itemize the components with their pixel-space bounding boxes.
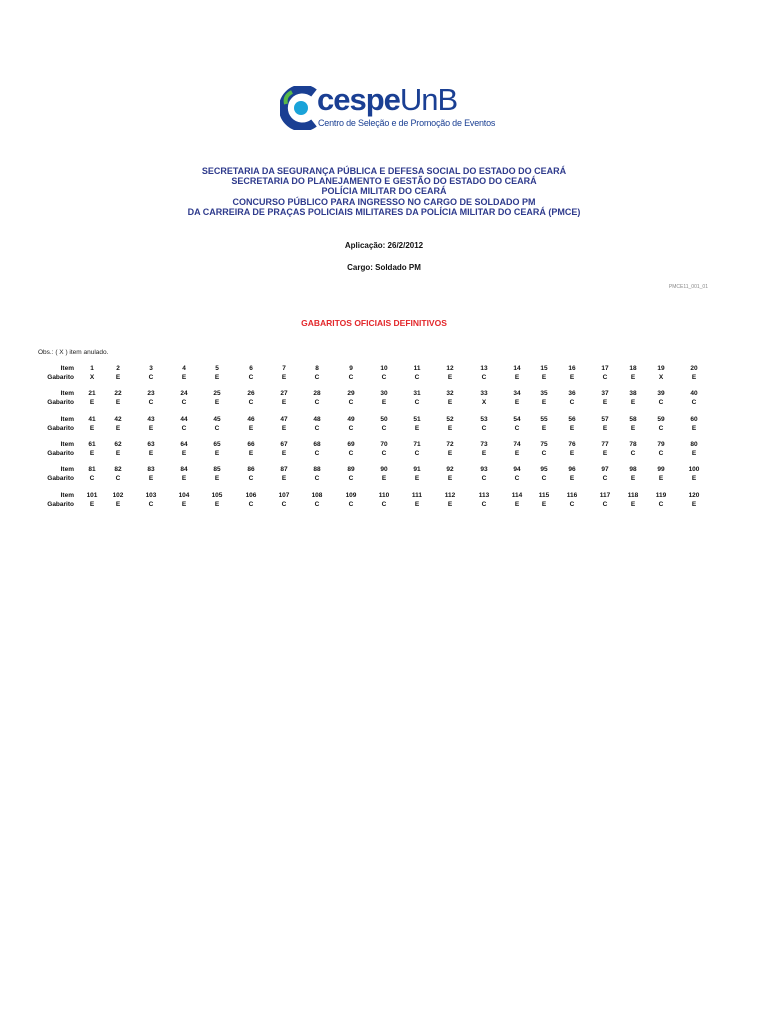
item-answer: C — [481, 501, 487, 508]
item-answer: E — [181, 475, 187, 482]
item-number: 13 — [480, 365, 488, 372]
item-number: 60 — [690, 416, 698, 423]
item-number: 37 — [601, 390, 609, 397]
item-number: 108 — [311, 492, 323, 499]
item-answer: E — [89, 450, 95, 457]
item-number: 8 — [315, 365, 319, 372]
item-number: 3 — [149, 365, 153, 372]
header-line-1: SECRETARIA DA SEGURANÇA PÚBLICA E DEFESA SOCIAL DO ESTADO DO CEARÁ — [201, 166, 567, 176]
item-answer: C — [381, 374, 387, 381]
item-answer: C — [181, 399, 187, 406]
item-answer: C — [348, 501, 354, 508]
item-answer: C — [214, 425, 220, 432]
item-number: 22 — [114, 390, 122, 397]
item-number: 59 — [657, 416, 665, 423]
item-number: 65 — [213, 441, 221, 448]
header-line-5: DA CARREIRA DE PRAÇAS POLICIAIS MILITARES DA POLÍCIA MILITAR DO CEARÁ (PMCE) — [187, 206, 581, 217]
item-number: 50 — [380, 416, 388, 423]
item-answer: E — [447, 374, 453, 381]
item-number: 48 — [313, 416, 321, 423]
item-number: 26 — [247, 390, 255, 397]
item-number: 73 — [480, 441, 488, 448]
item-answer: E — [148, 450, 154, 457]
cespe-logo-mark-icon — [280, 86, 320, 130]
item-number: 113 — [478, 492, 490, 499]
item-answer: C — [314, 475, 320, 482]
item-number: 68 — [313, 441, 321, 448]
item-answer: E — [447, 399, 453, 406]
item-answer: E — [630, 399, 636, 406]
item-answer: C — [381, 501, 387, 508]
item-number: 106 — [245, 492, 257, 499]
item-answer: X — [481, 399, 487, 406]
item-answer: E — [514, 399, 520, 406]
item-number: 115 — [538, 492, 550, 499]
item-number: 42 — [114, 416, 122, 423]
item-number: 44 — [180, 416, 188, 423]
item-number: 84 — [180, 466, 188, 473]
item-number: 63 — [147, 441, 155, 448]
item-answer: C — [314, 374, 320, 381]
item-answer: E — [630, 475, 636, 482]
item-answer: E — [630, 501, 636, 508]
item-answer: C — [181, 425, 187, 432]
item-answer: E — [541, 399, 547, 406]
item-answer: E — [281, 374, 287, 381]
item-number: 27 — [280, 390, 288, 397]
item-number: 11 — [413, 365, 421, 372]
cargo-label: Cargo: Soldado PM — [347, 263, 421, 272]
item-answer: E — [115, 374, 121, 381]
item-number: 29 — [347, 390, 355, 397]
item-answer: X — [658, 374, 664, 381]
item-number: 100 — [688, 466, 700, 473]
item-number: 96 — [568, 466, 576, 473]
item-answer: C — [348, 399, 354, 406]
item-number: 17 — [601, 365, 609, 372]
item-answer: C — [248, 374, 254, 381]
item-number: 54 — [513, 416, 521, 423]
item-answer: C — [691, 399, 697, 406]
item-number: 53 — [480, 416, 488, 423]
item-number: 79 — [657, 441, 665, 448]
item-answer: C — [115, 475, 121, 482]
item-number: 62 — [114, 441, 122, 448]
item-answer: E — [569, 374, 575, 381]
item-number: 87 — [280, 466, 288, 473]
item-number: 21 — [88, 390, 96, 397]
item-answer: E — [691, 425, 697, 432]
item-number: 55 — [540, 416, 548, 423]
item-answer: C — [414, 450, 420, 457]
header-line-4: CONCURSO PÚBLICO PARA INGRESSO NO CARGO DE SOLDADO PM — [232, 196, 536, 207]
document-code: PMCE11_001_01 — [668, 284, 708, 290]
item-answer: C — [348, 475, 354, 482]
item-number: 86 — [247, 466, 255, 473]
item-number: 12 — [446, 365, 454, 372]
item-answer: C — [658, 399, 664, 406]
item-number: 14 — [513, 365, 521, 372]
item-answer: E — [214, 450, 220, 457]
item-answer: C — [314, 399, 320, 406]
item-number: 47 — [280, 416, 288, 423]
item-answer: E — [569, 450, 575, 457]
item-number: 5 — [215, 365, 219, 372]
item-answer: C — [89, 475, 95, 482]
item-number: 32 — [446, 390, 454, 397]
item-number: 80 — [690, 441, 698, 448]
item-answer: C — [569, 501, 575, 508]
row-label-gabarito: Gabarito — [47, 399, 74, 406]
item-number: 82 — [114, 466, 122, 473]
item-number: 77 — [601, 441, 609, 448]
item-answer: E — [89, 501, 95, 508]
item-number: 71 — [413, 441, 421, 448]
item-number: 51 — [413, 416, 421, 423]
item-answer: C — [314, 450, 320, 457]
item-answer: E — [541, 501, 547, 508]
item-number: 117 — [599, 492, 611, 499]
row-label-item: Item — [60, 441, 74, 448]
item-answer: E — [541, 374, 547, 381]
row-label-gabarito: Gabarito — [47, 374, 74, 381]
item-number: 40 — [690, 390, 698, 397]
item-answer: E — [630, 425, 636, 432]
item-answer: E — [569, 425, 575, 432]
item-number: 24 — [180, 390, 188, 397]
item-answer: C — [381, 450, 387, 457]
item-answer: E — [602, 399, 608, 406]
item-answer: C — [658, 501, 664, 508]
item-answer: E — [214, 374, 220, 381]
logo-brand-cespe: cespe — [317, 82, 400, 117]
item-number: 109 — [345, 492, 357, 499]
item-answer: C — [248, 475, 254, 482]
item-number: 15 — [540, 365, 548, 372]
item-number: 31 — [413, 390, 421, 397]
item-number: 7 — [282, 365, 286, 372]
item-number: 89 — [347, 466, 355, 473]
item-answer: C — [481, 425, 487, 432]
item-number: 95 — [540, 466, 548, 473]
item-answer: X — [89, 374, 95, 381]
item-answer: C — [248, 501, 254, 508]
item-answer: C — [514, 475, 520, 482]
item-answer: E — [414, 425, 420, 432]
item-number: 81 — [88, 466, 96, 473]
row-label-item: Item — [60, 492, 74, 499]
item-answer: E — [691, 501, 697, 508]
item-number: 103 — [145, 492, 157, 499]
aplicacao-date: Aplicação: 26/2/2012 — [344, 241, 424, 250]
item-answer: E — [281, 450, 287, 457]
item-answer: E — [447, 501, 453, 508]
item-number: 45 — [213, 416, 221, 423]
row-label-item: Item — [60, 466, 74, 473]
item-answer: C — [348, 450, 354, 457]
item-answer: E — [541, 425, 547, 432]
item-number: 114 — [511, 492, 523, 499]
header-line-3: POLÍCIA MILITAR DO CEARÁ — [321, 186, 447, 197]
item-number: 90 — [380, 466, 388, 473]
item-answer: C — [414, 374, 420, 381]
item-answer: E — [514, 501, 520, 508]
item-number: 83 — [147, 466, 155, 473]
item-number: 23 — [147, 390, 155, 397]
item-answer: E — [514, 450, 520, 457]
item-number: 58 — [629, 416, 637, 423]
item-answer: E — [569, 475, 575, 482]
item-answer: C — [481, 374, 487, 381]
row-label-item: Item — [60, 416, 74, 423]
item-answer: E — [214, 399, 220, 406]
item-answer: C — [541, 475, 547, 482]
item-answer: C — [541, 450, 547, 457]
item-answer: C — [630, 450, 636, 457]
item-number: 75 — [540, 441, 548, 448]
item-answer: C — [348, 374, 354, 381]
item-answer: E — [281, 475, 287, 482]
item-number: 107 — [278, 492, 290, 499]
item-answer: E — [658, 475, 664, 482]
row-label-gabarito: Gabarito — [47, 501, 74, 508]
item-number: 33 — [480, 390, 488, 397]
item-number: 104 — [178, 492, 190, 499]
item-answer: E — [447, 475, 453, 482]
item-number: 4 — [182, 365, 186, 372]
item-number: 120 — [688, 492, 700, 499]
item-answer: C — [602, 475, 608, 482]
item-answer: C — [248, 399, 254, 406]
item-answer: E — [248, 450, 254, 457]
item-number: 30 — [380, 390, 388, 397]
item-answer: C — [514, 425, 520, 432]
item-number: 49 — [347, 416, 355, 423]
item-number: 78 — [629, 441, 637, 448]
item-number: 43 — [147, 416, 155, 423]
item-answer: E — [691, 374, 697, 381]
item-number: 105 — [211, 492, 223, 499]
item-answer: C — [148, 501, 154, 508]
header-line-2: SECRETARIA DO PLANEJAMENTO E GESTÃO DO ESTADO DO CEARÁ — [231, 176, 537, 187]
item-number: 116 — [566, 492, 578, 499]
item-number: 94 — [513, 466, 521, 473]
item-number: 111 — [411, 492, 423, 499]
logo-brand-unb: UnB — [399, 82, 458, 117]
item-answer: E — [630, 374, 636, 381]
item-answer: E — [89, 399, 95, 406]
item-answer: E — [214, 475, 220, 482]
item-answer: E — [89, 425, 95, 432]
item-number: 101 — [86, 492, 98, 499]
item-number: 41 — [88, 416, 96, 423]
item-number: 67 — [280, 441, 288, 448]
item-answer: E — [281, 425, 287, 432]
item-answer: E — [691, 450, 697, 457]
item-number: 99 — [657, 466, 665, 473]
item-answer: E — [181, 501, 187, 508]
item-answer: E — [181, 374, 187, 381]
item-number: 76 — [568, 441, 576, 448]
item-number: 93 — [480, 466, 488, 473]
item-answer: C — [602, 501, 608, 508]
item-number: 2 — [116, 365, 120, 372]
item-answer: E — [115, 450, 121, 457]
item-number: 110 — [378, 492, 390, 499]
item-answer: C — [569, 399, 575, 406]
item-answer: C — [414, 399, 420, 406]
item-answer: E — [281, 399, 287, 406]
item-answer: C — [602, 374, 608, 381]
row-label-item: Item — [60, 365, 74, 372]
item-answer: C — [148, 399, 154, 406]
page-title: GABARITOS OFICIAIS DEFINITIVOS — [301, 318, 447, 328]
row-label-gabarito: Gabarito — [47, 450, 74, 457]
item-answer: E — [115, 425, 121, 432]
item-number: 92 — [446, 466, 454, 473]
row-label-item: Item — [60, 390, 74, 397]
obs-note: Obs.: ( X ) item anulado. — [38, 349, 109, 356]
item-answer: E — [381, 475, 387, 482]
item-answer: E — [514, 374, 520, 381]
item-number: 74 — [513, 441, 521, 448]
item-number: 119 — [655, 492, 667, 499]
item-answer: E — [602, 425, 608, 432]
item-number: 69 — [347, 441, 355, 448]
item-number: 72 — [446, 441, 454, 448]
item-number: 9 — [349, 365, 353, 372]
item-number: 118 — [627, 492, 639, 499]
item-number: 35 — [540, 390, 548, 397]
item-number: 88 — [313, 466, 321, 473]
item-number: 97 — [601, 466, 609, 473]
item-answer: E — [414, 501, 420, 508]
item-answer: C — [381, 425, 387, 432]
item-number: 61 — [88, 441, 96, 448]
item-answer: E — [248, 425, 254, 432]
item-answer: C — [658, 450, 664, 457]
item-number: 34 — [513, 390, 521, 397]
item-number: 91 — [413, 466, 421, 473]
item-answer: E — [148, 475, 154, 482]
item-answer: E — [148, 425, 154, 432]
item-number: 28 — [313, 390, 321, 397]
item-answer: E — [447, 425, 453, 432]
item-number: 6 — [249, 365, 253, 372]
item-number: 102 — [112, 492, 124, 499]
item-number: 56 — [568, 416, 576, 423]
item-answer: C — [348, 425, 354, 432]
item-answer: E — [602, 450, 608, 457]
item-answer: E — [214, 501, 220, 508]
document-header — [0, 166, 768, 217]
item-answer: C — [148, 374, 154, 381]
item-answer: E — [414, 475, 420, 482]
item-answer: C — [481, 475, 487, 482]
cespe-unb-logo — [280, 82, 496, 132]
item-number: 112 — [444, 492, 456, 499]
item-number: 20 — [690, 365, 698, 372]
logo-tagline: Centro de Seleção e de Promoção de Eventos — [318, 118, 496, 128]
item-answer: E — [115, 501, 121, 508]
item-number: 36 — [568, 390, 576, 397]
item-number: 38 — [629, 390, 637, 397]
item-number: 46 — [247, 416, 255, 423]
item-number: 10 — [380, 365, 388, 372]
row-label-gabarito: Gabarito — [47, 425, 74, 432]
logo-wordmark — [317, 84, 457, 116]
item-answer: C — [314, 501, 320, 508]
item-answer: E — [381, 399, 387, 406]
item-answer: E — [447, 450, 453, 457]
item-number: 25 — [213, 390, 221, 397]
item-answer: E — [691, 475, 697, 482]
item-number: 39 — [657, 390, 665, 397]
item-answer: E — [115, 399, 121, 406]
item-number: 85 — [213, 466, 221, 473]
item-number: 1 — [90, 365, 94, 372]
item-answer: C — [281, 501, 287, 508]
item-number: 52 — [446, 416, 454, 423]
item-number: 66 — [247, 441, 255, 448]
item-number: 98 — [629, 466, 637, 473]
item-number: 18 — [629, 365, 637, 372]
item-number: 19 — [657, 365, 665, 372]
item-answer: C — [314, 425, 320, 432]
item-number: 57 — [601, 416, 609, 423]
item-answer: E — [481, 450, 487, 457]
item-answer: E — [181, 450, 187, 457]
item-number: 16 — [568, 365, 576, 372]
item-answer: C — [658, 425, 664, 432]
item-number: 70 — [380, 441, 388, 448]
item-number: 64 — [180, 441, 188, 448]
row-label-gabarito: Gabarito — [47, 475, 74, 482]
